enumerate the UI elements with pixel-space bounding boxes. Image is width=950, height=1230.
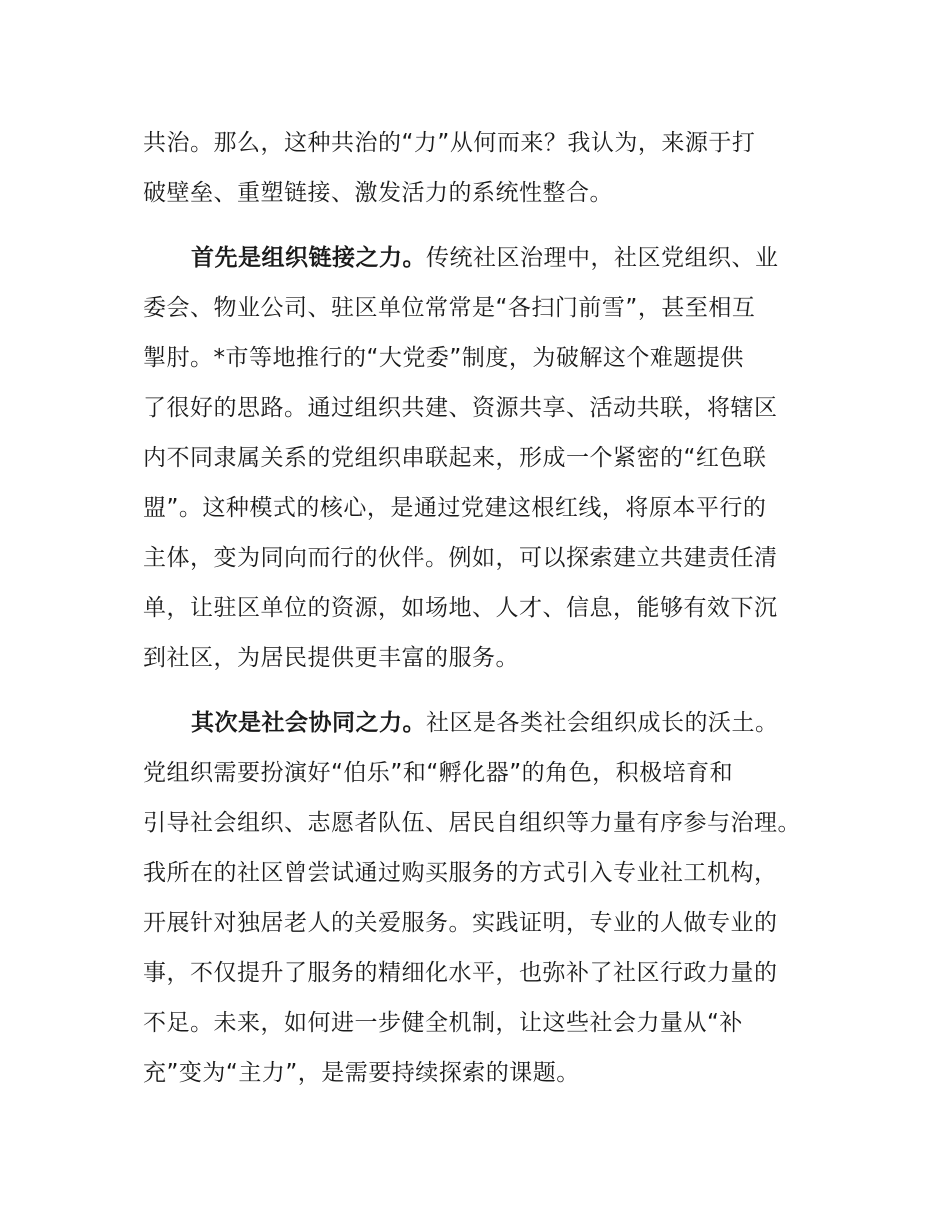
paragraph-1-line-2: 破壁垒、重塑链接、激发活力的系统性整合。 bbox=[143, 180, 613, 206]
paragraph-3-line-5: 开展针对独居老人的关爱服务。实践证明，专业的人做专业的 bbox=[143, 910, 778, 936]
paragraph-3-first-line-text: 社区是各类社会组织成长的沃土。 bbox=[426, 710, 779, 736]
paragraph-2-line-7: 主体，变为同向而行的伙伴。例如，可以探索建立共建责任清 bbox=[143, 545, 778, 571]
paragraph-1-line-1: 共治。那么，这种共治的“力”从何而来？我认为，来源于打 bbox=[143, 130, 756, 156]
paragraph-3-line-3: 引导社会组织、志愿者队伍、居民自组织等力量有序参与治理。 bbox=[143, 810, 801, 836]
paragraph-3-heading: 其次是社会协同之力。 bbox=[191, 710, 426, 736]
paragraph-2-line-2: 委会、物业公司、驻区单位常常是“各扫门前雪”，甚至相互 bbox=[143, 295, 756, 321]
paragraph-2-line-8: 单，让驻区单位的资源，如场地、人才、信息，能够有效下沉 bbox=[143, 595, 778, 621]
paragraph-3-line-1 bbox=[191, 708, 779, 738]
paragraph-2-first-line-text: 传统社区治理中，社区党组织、业 bbox=[426, 245, 779, 271]
paragraph-2-line-4: 了很好的思路。通过组织共建、资源共享、活动共联，将辖区 bbox=[143, 395, 778, 421]
paragraph-3-line-4: 我所在的社区曾尝试通过购买服务的方式引入专业社工机构， bbox=[143, 860, 778, 886]
paragraph-3-line-6: 事，不仅提升了服务的精细化水平，也弥补了社区行政力量的 bbox=[143, 960, 778, 986]
paragraph-2-line-6: 盟”。这种模式的核心，是通过党建这根红线，将原本平行的 bbox=[143, 495, 767, 521]
paragraph-2-line-1 bbox=[191, 243, 779, 273]
paragraph-3-line-2: 党组织需要扮演好“伯乐”和“孵化器”的角色，积极培育和 bbox=[143, 760, 734, 786]
paragraph-3-line-7: 不足。未来，如何进一步健全机制，让这些社会力量从“补 bbox=[143, 1010, 743, 1036]
paragraph-2-heading: 首先是组织链接之力。 bbox=[191, 245, 426, 271]
paragraph-2-line-3: 掣肘。*市等地推行的“大党委”制度，为破解这个难题提供 bbox=[143, 345, 744, 371]
paragraph-3-line-8: 充”变为“主力”，是需要持续探索的课题。 bbox=[143, 1060, 580, 1086]
paragraph-2-line-5: 内不同隶属关系的党组织串联起来，形成一个紧密的“红色联 bbox=[143, 445, 767, 471]
paragraph-2-line-9: 到社区，为居民提供更丰富的服务。 bbox=[143, 645, 519, 671]
